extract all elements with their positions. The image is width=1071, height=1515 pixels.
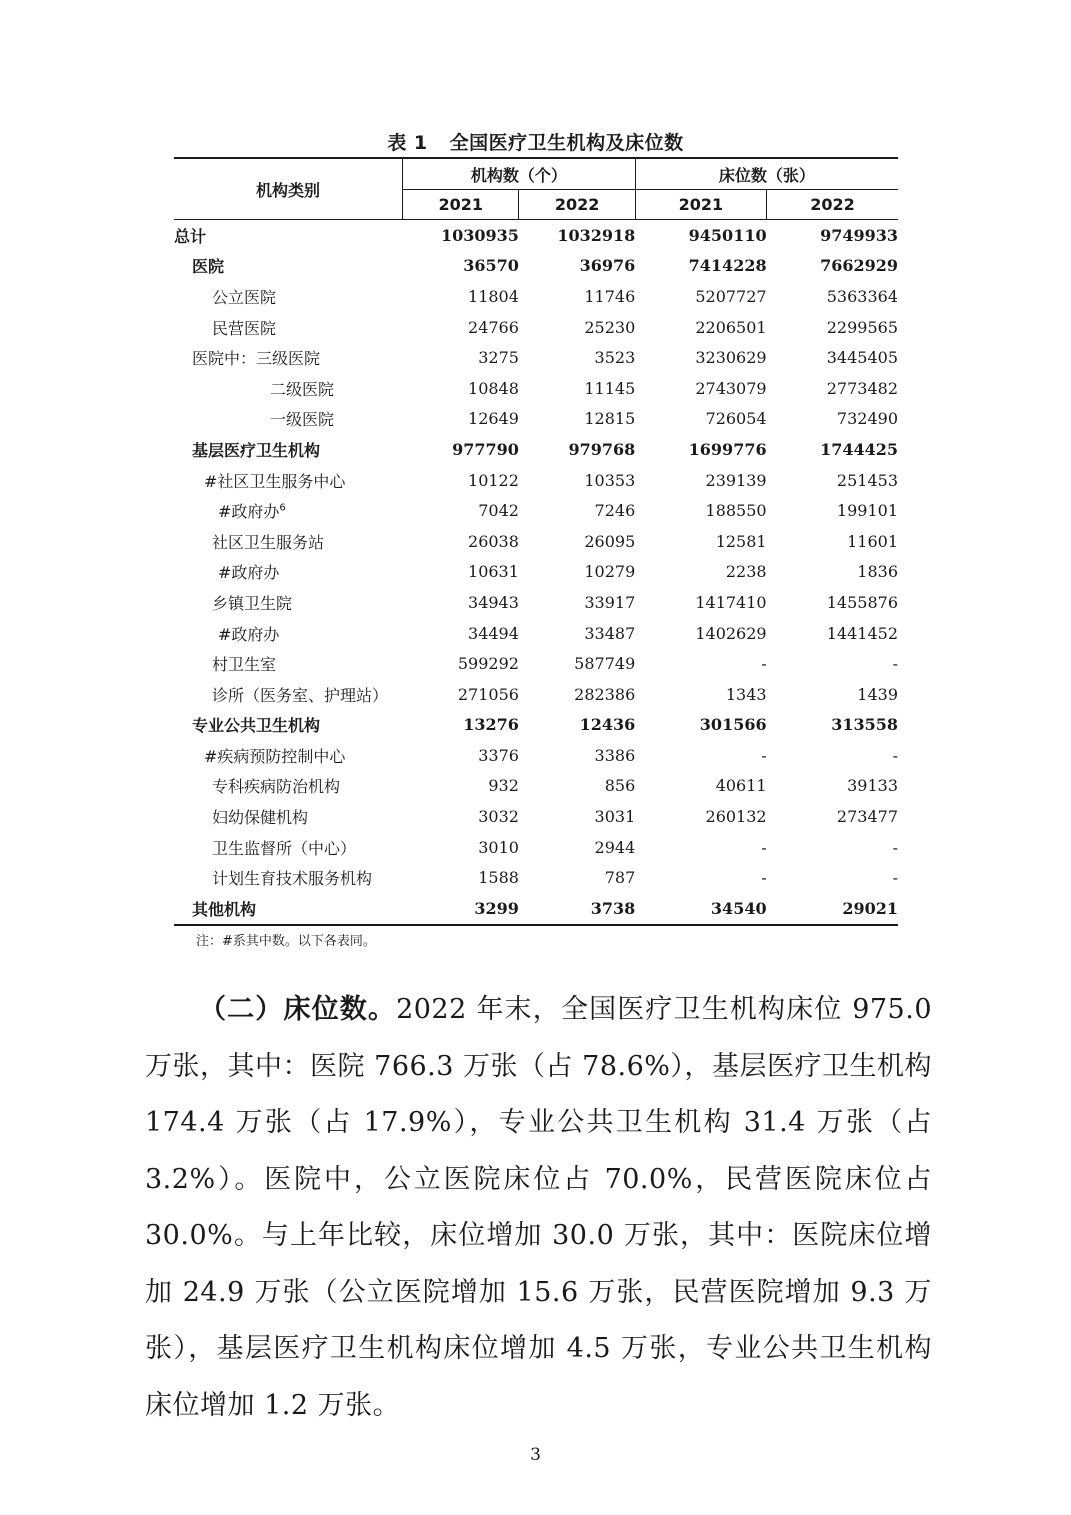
row-value: 11145 [584,378,636,398]
row-value: 3299 [403,893,519,925]
row-value: 2206501 [695,317,767,337]
row-value: 260132 [705,807,767,827]
header-year: 2021 [635,190,766,220]
row-label [174,342,403,373]
row-value: 3523 [594,348,636,368]
row-value: - [761,654,767,674]
body-paragraph [145,982,932,1434]
paragraph-body: 2022 年末，全国医疗卫生机构床位 975.0 万张，其中：医院 766.3 万张（占 78.6%），基层医疗卫生机构 174.4 万张（占 17.9%），专业公共卫生机构 31.4 万张（占 3.2%）。医院中，公立医院床位占 70.0%，民营医院床位占 30.0%。与上年比较，床位增加 30.0 万张，其中：医院床位增加 24.9 万张（公立医院增加 15.6 万张，民营医院增加 9.3 万张），基层医疗卫生机构床位增加 4.5 万张，专业公共卫生机构床位增加 1.2 万张。 [145,994,932,1421]
header-year: 2022 [767,190,898,220]
row-value: 10631 [468,562,519,582]
row-label-text: 社区卫生服务站 [212,532,325,552]
row-label [174,251,403,282]
header-group-institutions: 机构数（个） [403,158,636,190]
row-value: 34540 [635,893,766,925]
row-label [174,710,403,741]
table-row [174,220,898,251]
row-value: 3738 [519,893,635,925]
row-label [174,220,403,251]
table-title [0,128,1071,155]
row-value: 199101 [836,501,898,521]
header-group-beds: 床位数（张） [635,158,898,190]
table-row [174,404,898,435]
row-value: 599292 [457,654,519,674]
row-value: 12815 [584,409,636,429]
row-value: 313558 [831,715,898,735]
row-label-text: 基层医疗卫生机构 [192,440,321,460]
row-value: 7662929 [820,256,898,276]
row-value: 3032 [478,807,519,827]
table-row [174,679,898,710]
table-row [174,465,898,496]
row-value: 10279 [584,562,636,582]
row-value: 2773482 [826,378,898,398]
row-label [174,526,403,557]
table-row [174,495,898,526]
row-value: 587749 [574,654,636,674]
row-value: 7042 [478,501,519,521]
row-value: 7414228 [688,256,767,276]
row-value: 188550 [705,501,767,521]
header-year: 2022 [519,190,635,220]
row-value: 39133 [847,776,898,796]
row-value: - [761,837,767,857]
table-row [174,771,898,802]
row-value: 726054 [705,409,767,429]
row-label [174,557,403,588]
row-label-text: 二级医院 [270,379,335,399]
row-value: 979768 [568,439,636,459]
row-value: 3230629 [695,348,767,368]
row-value: 856 [604,776,636,796]
row-value: - [892,837,898,857]
row-value: 732490 [836,409,898,429]
table-row [174,618,898,649]
row-label-text: #疾病预防控制中心 [204,746,346,766]
row-label [174,618,403,649]
row-label [174,679,403,710]
row-label-text: 医院 [192,257,225,277]
row-value: 29021 [767,893,898,925]
row-value: - [892,868,898,888]
row-value: - [761,868,767,888]
table-title-text: 全国医疗卫生机构及床位数 [449,132,684,154]
footnote-marker: 6 [279,502,286,514]
table-row [174,862,898,893]
row-value: 239139 [705,470,767,490]
row-value: 3386 [594,745,636,765]
row-value: 25230 [584,317,636,337]
row-value: 11601 [847,531,898,551]
row-value: 787 [604,868,636,888]
row-label-text: #政府办 [218,624,280,644]
row-value: 2299565 [826,317,898,337]
row-value: 5207727 [695,286,767,306]
row-value: 36570 [463,256,519,276]
row-value: 2238 [725,562,767,582]
row-label-text: #政府办 [218,563,280,583]
row-value: 3275 [478,348,519,368]
row-value: 301566 [699,715,767,735]
row-value: 1030935 [440,225,519,245]
institutions-beds-table [174,157,898,926]
row-value: 40611 [715,776,767,796]
row-value: 977790 [452,439,519,459]
row-value: 10848 [468,378,519,398]
row-value: 12581 [715,531,767,551]
row-label-text: 专科疾病防治机构 [212,777,341,797]
row-value: 1699776 [688,439,767,459]
row-value: 1836 [857,562,898,582]
row-value: 33487 [584,623,636,643]
row-label-text: 专业公共卫生机构 [192,716,321,736]
row-value: - [892,745,898,765]
row-label-text: 村卫生室 [212,655,277,675]
row-value: 26095 [584,531,636,551]
row-value: 9749933 [820,225,898,245]
page-number: 3 [530,1445,541,1465]
row-value: 36976 [579,256,636,276]
row-label-text: 公立医院 [212,287,277,307]
row-label-text: 计划生育技术服务机构 [212,869,373,889]
row-label-text: 卫生监督所（中心） [212,838,357,858]
row-label-text: 其他机构 [192,899,257,919]
row-value: 11746 [584,286,636,306]
table-note: 注：#系其中数。以下各表同。 [196,934,376,949]
row-label [174,832,403,863]
row-value: 1588 [478,868,519,888]
table-row [174,434,898,465]
row-value: 12436 [579,715,636,735]
row-value: 12649 [468,409,519,429]
table-header [174,158,898,220]
table-row [174,710,898,741]
table-row [174,342,898,373]
row-value: 10353 [584,470,636,490]
row-value: 3445405 [826,348,898,368]
table-title-number: 表 1 [387,132,428,154]
table-row [174,648,898,679]
table-row [174,251,898,282]
row-label [174,404,403,435]
header-category: 机构类别 [174,158,403,220]
row-label [174,862,403,893]
table-body [174,220,898,925]
row-value: 1032918 [557,225,636,245]
row-label [174,434,403,465]
row-value: 273477 [836,807,898,827]
row-value: 2743079 [695,378,767,398]
row-value: 10122 [468,470,519,490]
row-value: 251453 [836,470,898,490]
row-value: 26038 [468,531,519,551]
row-value: 1744425 [820,439,898,459]
row-value: 3376 [478,745,519,765]
row-value: 11804 [468,286,519,306]
row-value: 34494 [468,623,519,643]
row-value: 9450110 [688,225,767,245]
row-label-text: #社区卫生服务中心 [204,471,346,491]
row-label [174,312,403,343]
row-label [174,740,403,771]
row-value: 1455876 [826,592,898,612]
row-label [174,373,403,404]
table-row [174,587,898,618]
table-row [174,832,898,863]
row-value: 1441452 [826,623,898,643]
row-value: 282386 [574,684,636,704]
row-label [174,587,403,618]
row-value: 33917 [584,592,636,612]
row-value: 932 [488,776,519,796]
row-label [174,281,403,312]
row-value: 2944 [594,837,636,857]
row-label-text: #政府办 [218,502,280,522]
row-value: 1439 [857,684,898,704]
row-value: - [761,745,767,765]
row-value: 24766 [468,317,519,337]
row-value: 13276 [463,715,519,735]
table-row [174,281,898,312]
row-label-text: 诊所（医务室、护理站） [212,685,389,705]
row-value: 34943 [468,592,519,612]
row-value: - [892,654,898,674]
row-value: 3031 [594,807,636,827]
row-value: 3010 [478,837,519,857]
row-label-text: 民营医院 [212,318,277,338]
row-label [174,893,403,925]
table-row [174,526,898,557]
table-row [174,740,898,771]
row-label-text: 乡镇卫生院 [212,593,293,613]
row-label [174,495,403,526]
row-value: 5363364 [826,286,898,306]
row-label [174,801,403,832]
table-row [174,312,898,343]
row-label [174,771,403,802]
row-value: 7246 [594,501,636,521]
row-label [174,648,403,679]
table-row [174,373,898,404]
table-row [174,893,898,925]
table-row [174,557,898,588]
row-value: 1417410 [695,592,767,612]
row-label-text: 妇幼保健机构 [212,808,309,828]
row-label-text: 一级医院 [270,410,335,430]
table-row [174,801,898,832]
row-label-text: 医院中：三级医院 [192,349,321,369]
row-value: 271056 [457,684,519,704]
row-value: 1343 [725,684,767,704]
paragraph-lead: （二）床位数。 [199,994,397,1025]
row-label-text: 总计 [174,226,207,246]
row-value: 1402629 [695,623,767,643]
row-label [174,465,403,496]
header-year: 2021 [403,190,519,220]
